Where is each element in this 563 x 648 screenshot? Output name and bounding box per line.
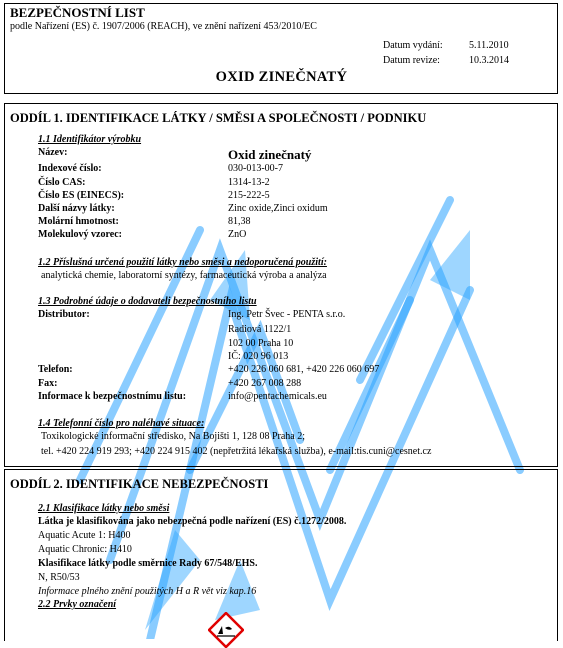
- s22-title: 2.2 Prvky označení: [38, 599, 117, 610]
- distributor-label: Distributor:: [38, 309, 90, 320]
- other-names-label: Další názvy látky:: [38, 203, 115, 214]
- s11-title: 1.1 Identifikátor výrobku: [38, 134, 142, 145]
- directive-title: Klasifikace látky podle směrnice Rady 67/548/EHS.: [38, 558, 258, 569]
- cas-label: Číslo CAS:: [38, 177, 86, 188]
- s12-title: 1.2 Příslušná určená použití látky nebo směsi a nedoporučená použití:: [38, 257, 327, 268]
- s14-title: 1.4 Telefonní číslo pro naléhavé situace:: [38, 418, 205, 429]
- section2-heading: ODDÍL 2. IDENTIFIKACE NEBEZPEČNOSTI: [10, 477, 269, 491]
- phrases-note: Informace plného znění použitých H a R vět viz kap.16: [38, 586, 257, 597]
- revision-date-value: 10.3.2014: [469, 55, 509, 66]
- s21-title: 2.1 Klasifikace látky nebo směsi: [38, 503, 170, 514]
- s14-line1: Toxikologické informační středisko, Na Bojišti 1, 128 08 Praha 2;: [41, 431, 305, 442]
- molar-mass-value: 81,38: [228, 216, 251, 227]
- index-value: 030-013-00-7: [228, 163, 283, 174]
- distributor-line: IČ: 020 96 013: [228, 351, 289, 362]
- hazard-chronic: Aquatic Chronic: H410: [38, 544, 132, 555]
- other-names-value: Zinc oxide,Zinci oxidum: [228, 203, 328, 214]
- document-title: BEZPEČNOSTNÍ LIST: [10, 5, 145, 20]
- fax-label: Fax:: [38, 378, 58, 389]
- einecs-label: Číslo ES (EINECS):: [38, 190, 125, 201]
- distributor-line: 102 00 Praha 10: [228, 338, 294, 349]
- name-label: Název:: [38, 147, 68, 158]
- phone-label: Telefon:: [38, 364, 73, 375]
- info-email-link[interactable]: info@pentachemicals.eu: [228, 391, 327, 402]
- phone-value: +420 226 060 681, +420 226 060 697: [228, 364, 380, 375]
- cas-value: 1314-13-2: [228, 177, 270, 188]
- name-value: Oxid zinečnatý: [228, 147, 312, 162]
- info-label: Informace k bezpečnostnímu listu:: [38, 391, 187, 402]
- s14-line2: tel. +420 224 919 293; +420 224 915 402 (nepřetržitá lékařská služba), e-mail:tis.cuni@cesnet.cz: [41, 446, 432, 457]
- index-label: Indexové číslo:: [38, 163, 102, 174]
- issue-date-value: 5.11.2010: [469, 40, 509, 51]
- molar-mass-label: Molární hmotnost:: [38, 216, 119, 227]
- directive-value: N, R50/53: [38, 572, 80, 583]
- revision-date-label: Datum revize:: [383, 55, 440, 66]
- einecs-value: 215-222-5: [228, 190, 270, 201]
- distributor-line: Radiová 1122/1: [228, 324, 292, 335]
- ghs09-environment-pictogram: [208, 612, 244, 648]
- fax-value: +420 267 008 288: [228, 378, 302, 389]
- section1-heading: ODDÍL 1. IDENTIFIKACE LÁTKY / SMĚSI A SPOLEČNOSTI / PODNIKU: [10, 111, 427, 125]
- classified-text: Látka je klasifikována jako nebezpečná podle nařízení (ES) č.1272/2008.: [38, 516, 347, 527]
- s13-title: 1.3 Podrobné údaje o dodavateli bezpečnostního listu: [38, 296, 257, 307]
- regulation-text: podle Nařízení (ES) č. 1907/2006 (REACH), ve znění nařízení 453/2010/EC: [10, 21, 317, 32]
- distributor-line: Ing. Petr Švec - PENTA s.r.o.: [228, 309, 346, 320]
- section2-box: [4, 469, 558, 641]
- s12-text: analytická chemie, laboratorní syntézy, farmaceutická výroba a analýza: [41, 270, 327, 281]
- product-title: OXID ZINEČNATÝ: [215, 69, 348, 85]
- issue-date-label: Datum vydání:: [383, 40, 443, 51]
- formula-label: Molekulový vzorec:: [38, 229, 122, 240]
- formula-value: ZnO: [228, 229, 247, 240]
- hazard-acute: Aquatic Acute 1: H400: [38, 530, 131, 541]
